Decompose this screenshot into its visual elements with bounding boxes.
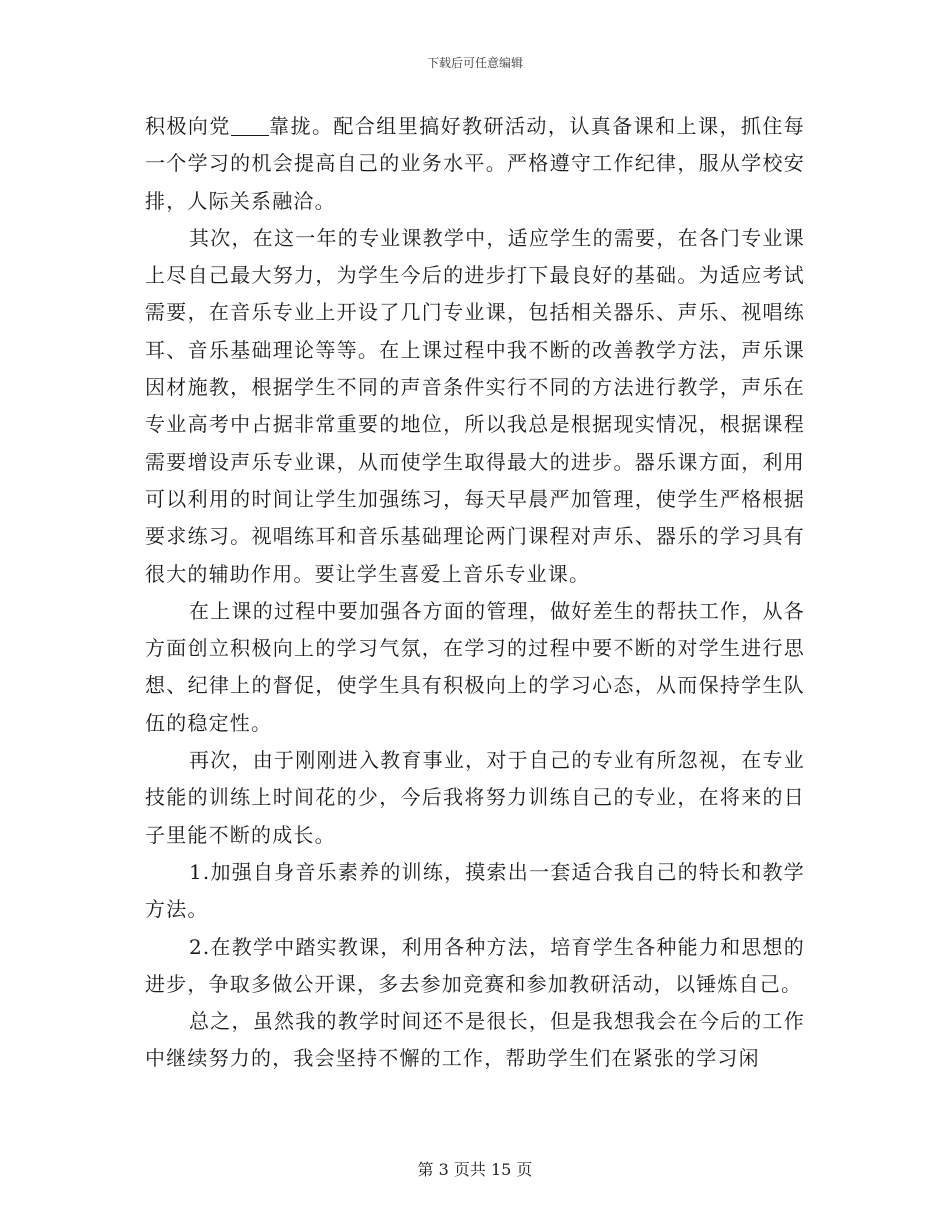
paragraph-conclusion: 总之，虽然我的教学时间还不是很长，但是我想我会在今后的工作中继续努力的，我会坚持不懈的工作，帮助学生们在紧张的学习闲: [145, 1009, 805, 1071]
paragraph-2: 其次，在这一年的专业课教学中，适应学生的需要，在各门专业课上尽自己最大努力，为学生今后的进步打下最良好的基础。为适应考试需要，在音乐专业上开设了几门专业课，包括相关器乐、声乐、视唱练耳、音乐基础理论等等。在上课过程中我不断的改善教学方法，声乐课因材施教，根据学生不同的声音条件实行不同的方法进行教学，声乐在专业高考中占据非常重要的地位，所以我总是根据现实情况，根据课程需要增设声乐专业课，从而使学生取得最大的进步。器乐课方面，利用可以利用的时间让学生加强练习，每天早晨严加管理，使学生严格根据要求练习。视唱练耳和音乐基础理论两门课程对声乐、器乐的学习具有很大的辅助作用。要让学生喜爱上音乐专业课。: [145, 225, 805, 586]
document-body: [145, 108, 805, 1078]
paragraph-1-text-end: 靠拢。配合组里搞好教研活动，认真备课和上课，抓住每一个学习的机会提高自己的业务水平。严格遵守工作纪律，服从学校安排，人际关系融洽。: [145, 114, 805, 213]
paragraph-1: [145, 108, 805, 220]
paragraph-3: 在上课的过程中要加强各方面的管理，做好差生的帮扶工作，从各方面创立积极向上的学习气氛，在学习的过程中要不断的对学生进行思想、纪律上的督促，使学生具有积极向上的学习心态，从而保持学生队伍的稳定性。: [145, 598, 805, 735]
list-item-1: 1.加强自身音乐素养的训练，摸索出一套适合我自己的特长和教学方法。: [145, 859, 805, 922]
paragraph-4: 再次，由于刚刚进入教育事业，对于自己的专业有所忽视，在专业技能的训练上时间花的少，今后我将努力训练自己的专业，在将来的日子里能不断的成长。: [145, 748, 805, 847]
list-item-2: 2.在教学中踏实教课，利用各种方法，培育学生各种能力和思想的进步，争取多做公开课，多去参加竞赛和参加教研活动，以锤炼自己。: [145, 934, 805, 996]
fill-in-blank: [231, 115, 269, 136]
page-footer: 第 3 页共 15 页: [417, 1160, 533, 1179]
page-header: 下载后可任意编辑: [426, 56, 523, 70]
paragraph-1-text-start: 积极向党: [145, 114, 231, 138]
